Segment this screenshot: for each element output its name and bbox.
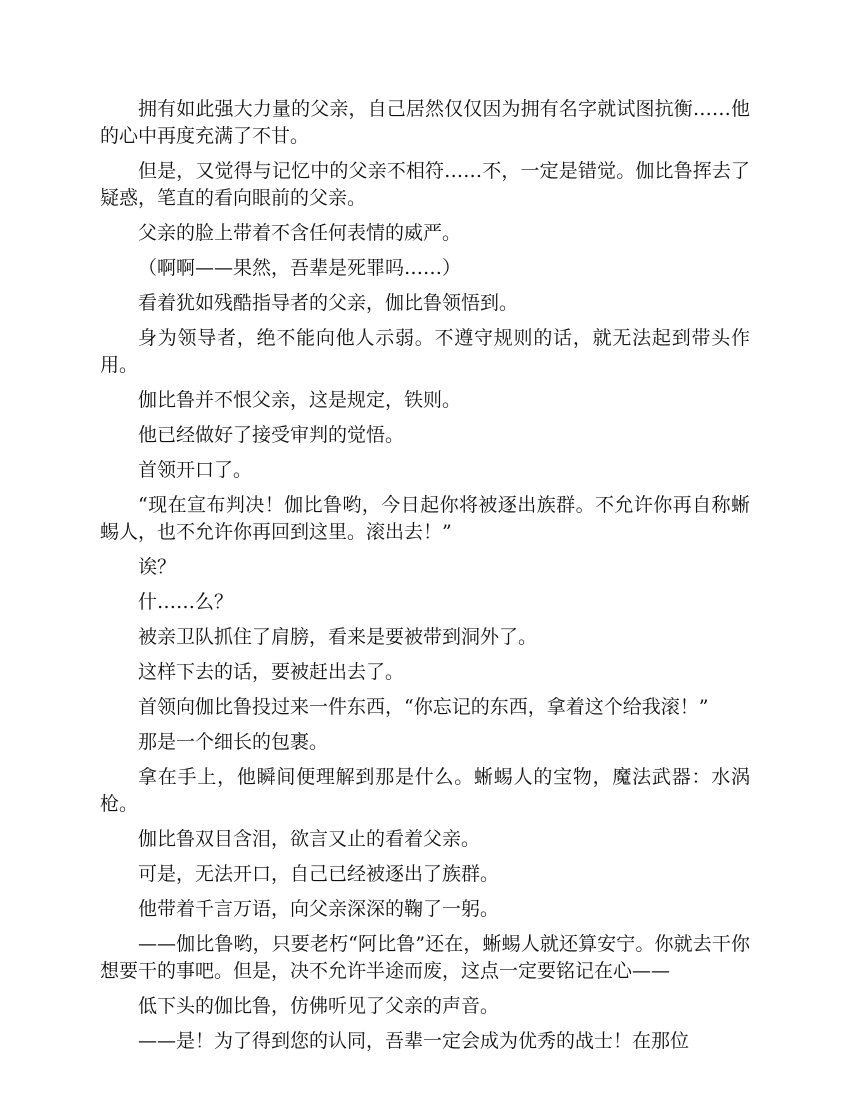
- paragraph-14: 这样下去的话，要被赶出去了。: [138, 661, 405, 683]
- paragraph-16: 那是一个细长的包裹。: [138, 731, 329, 753]
- paragraph-7: 伽比鲁并不恨父亲，这是规定，铁则。: [138, 389, 462, 411]
- paragraph-10: “现在宣布判决！伽比鲁哟，今日起你将被逐出族群。不允许你再自称蜥蜴人，也不允许你再回到这里。滚出去！”: [100, 494, 750, 543]
- paragraph-3: 父亲的脸上带着不含任何表情的威严。: [138, 222, 462, 244]
- paragraph-22: 低下头的伽比鲁，仿佛听见了父亲的声音。: [138, 995, 500, 1017]
- paragraph-9: 首领开口了。: [138, 459, 253, 481]
- paragraph-5: 看着犹如残酷指导者的父亲，伽比鲁领悟到。: [138, 292, 519, 314]
- paragraph-17: 拿在手上，他瞬间便理解到那是什么。蜥蜴人的宝物，魔法武器：水涡枪。: [100, 766, 750, 815]
- paragraph-11: 诶？: [138, 556, 177, 578]
- paragraph-12: 什……么？: [138, 591, 234, 613]
- paragraph-20: 他带着千言万语，向父亲深深的鞠了一躬。: [138, 898, 500, 920]
- paragraph-13: 被亲卫队抓住了肩膀，看来是要被带到洞外了。: [138, 626, 538, 648]
- paragraph-1: 拥有如此强大力量的父亲，自己居然仅仅因为拥有名字就试图抗衡……他的心中再度充满了不甘。: [100, 98, 750, 147]
- paragraph-2: 但是，又觉得与记忆中的父亲不相符……不，一定是错觉。伽比鲁挥去了疑惑，笔直的看向眼前的父亲。: [100, 160, 750, 209]
- body-text: [100, 96, 750, 1063]
- paragraph-18: 伽比鲁双目含泪，欲言又止的看着父亲。: [138, 828, 481, 850]
- paragraph-23: ——是！为了得到您的认同，吾辈一定会成为优秀的战士！在那位: [138, 1030, 690, 1052]
- paragraph-15: 首领向伽比鲁投过来一件东西，“你忘记的东西，拿着这个给我滚！”: [138, 696, 709, 718]
- paragraph-6: 身为领导者，绝不能向他人示弱。不遵守规则的话，就无法起到带头作用。: [100, 327, 750, 376]
- paragraph-21: ——伽比鲁哟，只要老朽“阿比鲁”还在，蜥蜴人就还算安宁。你就去干你想要干的事吧。但是，决不允许半途而废，这点一定要铭记在心——: [100, 933, 750, 982]
- paragraph-8: 他已经做好了接受审判的觉悟。: [138, 424, 405, 446]
- paragraph-19: 可是，无法开口，自己已经被逐出了族群。: [138, 863, 500, 885]
- paragraph-4: （啊啊——果然，吾辈是死罪吗……）: [138, 257, 462, 279]
